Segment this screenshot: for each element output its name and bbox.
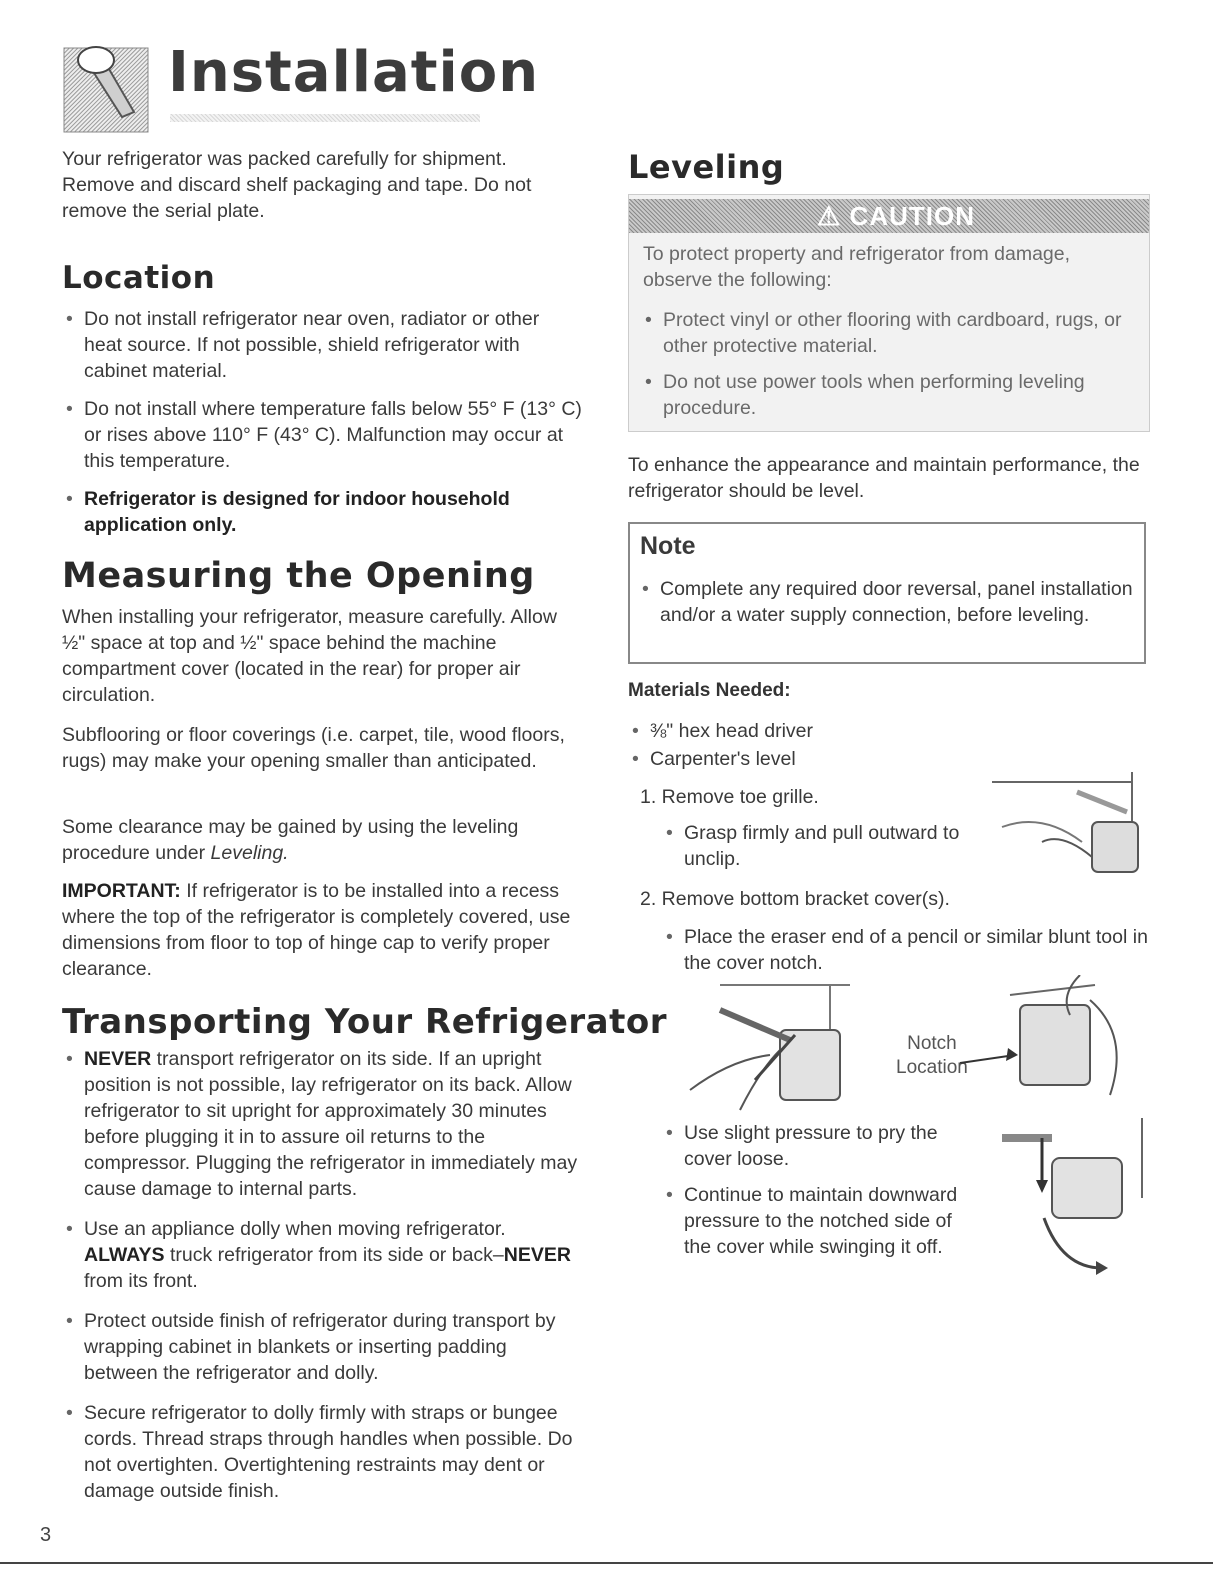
materials-heading: Materials Needed: — [628, 680, 791, 701]
page-title: Installation — [168, 40, 540, 105]
list-item: • Secure refrigerator to dolly firmly with straps or bungee cords. Thread straps through handles when possible. Do not overtighten. Overtightening restraints may dent or damage outside finish. — [62, 1400, 582, 1504]
important-label: IMPORTANT: — [62, 880, 181, 902]
notch-location-illustration — [960, 975, 1150, 1110]
location-list — [62, 306, 582, 550]
leveling-p1: To enhance the appearance and maintain performance, the refrigerator should be level. — [628, 454, 1140, 502]
list-item — [62, 486, 582, 538]
swing-cover-illustration — [992, 1118, 1152, 1278]
page-number: 3 — [40, 1524, 52, 1546]
caution-banner — [629, 199, 1149, 233]
measuring-p2: Subflooring or floor coverings (i.e. carpet, tile, wood floors, rugs) may make your opening smaller than anticipated. — [62, 724, 565, 772]
caution-box — [628, 194, 1150, 432]
notch-label: Notch Location — [896, 1033, 968, 1078]
important-paragraph: IMPORTANT: If refrigerator is to be installed into a recess where the top of the refrigerator is completely covered, use dimensions from floor to top of hinge cap to verify proper clearance. — [62, 880, 571, 980]
list-item: • Grasp firmly and pull outward to unclip. — [662, 820, 972, 872]
list-item: • NEVER transport refrigerator on its side. If an upright position is not possible, lay refrigerator on its back. Allow refrigerator to sit upright for approximately 30 minutes before plugging it in to assure oil returns to the compressor. Plugging the refrigerator in immediately may cause damage to internal parts. — [62, 1046, 582, 1202]
list-item: • Protect outside finish of refrigerator during transport by wrapping cabinet in blankets or inserting padding between the refrigerator and dolly. — [62, 1308, 582, 1386]
location-heading: Location — [62, 260, 216, 296]
measuring-p1: When installing your refrigerator, measure carefully. Allow ½" space at top and ½" space behind the machine compartment cover (located in the rear) for proper air circulation. — [62, 606, 557, 706]
list-item: • Protect vinyl or other flooring with cardboard, rugs, or other protective material. — [641, 307, 1141, 359]
caution-list — [641, 307, 1141, 433]
caution-label: CAUTION — [849, 201, 975, 231]
transporting-list — [62, 1046, 582, 1516]
note-label: Note — [640, 532, 696, 560]
title-rule — [170, 114, 480, 122]
list-item: • ⅜" hex head driver — [628, 718, 1028, 744]
leveling-heading: Leveling — [628, 148, 785, 186]
list-item: • Complete any required door reversal, panel installation and/or a water supply connection, before leveling. — [638, 576, 1133, 628]
list-item: • Place the eraser end of a pencil or similar blunt tool in the cover notch. — [662, 924, 1152, 976]
step-2: 2. Remove bottom bracket cover(s). — [640, 888, 950, 910]
list-item: • Do not install where temperature falls below 55° F (13° C) or rises above 110° F (43° C). Malfunction may occur at this temperature. — [62, 396, 582, 474]
pencil-notch-illustration — [680, 980, 870, 1120]
measuring-heading: Measuring the Opening — [62, 556, 535, 596]
note-box — [628, 522, 1146, 664]
measuring-p3: Some clearance may be gained by using the leveling procedure under Leveling. — [62, 816, 519, 864]
transporting-heading: Transporting Your Refrigerator — [62, 1002, 667, 1042]
list-item: • Continue to maintain downward pressure to the notched side of the cover while swinging it off. — [662, 1182, 962, 1260]
bold-text: Refrigerator is designed for indoor household application only. — [84, 488, 510, 536]
list-item: • Use an appliance dolly when moving refrigerator. ALWAYS truck refrigerator from its side or back–NEVER from its front. — [62, 1216, 582, 1294]
list-item: • Carpenter's level — [628, 746, 1028, 772]
installation-icon — [62, 42, 152, 134]
list-item: • Do not use power tools when performing leveling procedure. — [641, 369, 1141, 421]
toe-grille-illustration — [982, 772, 1147, 882]
step-1: 1. Remove toe grille. — [640, 786, 819, 808]
materials-list — [628, 718, 1028, 784]
list-item: • Do not install refrigerator near oven, radiator or other heat source. If not possible, shield refrigerator with cabinet material. — [62, 306, 582, 384]
intro-text: Your refrigerator was packed carefully for shipment. Remove and discard shelf packaging and tape. Do not remove the serial plate. — [62, 148, 532, 222]
footer-rule — [0, 1562, 1213, 1564]
caution-intro: To protect property and refrigerator from damage, observe the following: — [643, 243, 1071, 291]
page-header — [62, 22, 540, 134]
list-item: • Use slight pressure to pry the cover loose. — [662, 1120, 962, 1172]
warning-icon: ⚠ — [817, 201, 850, 231]
